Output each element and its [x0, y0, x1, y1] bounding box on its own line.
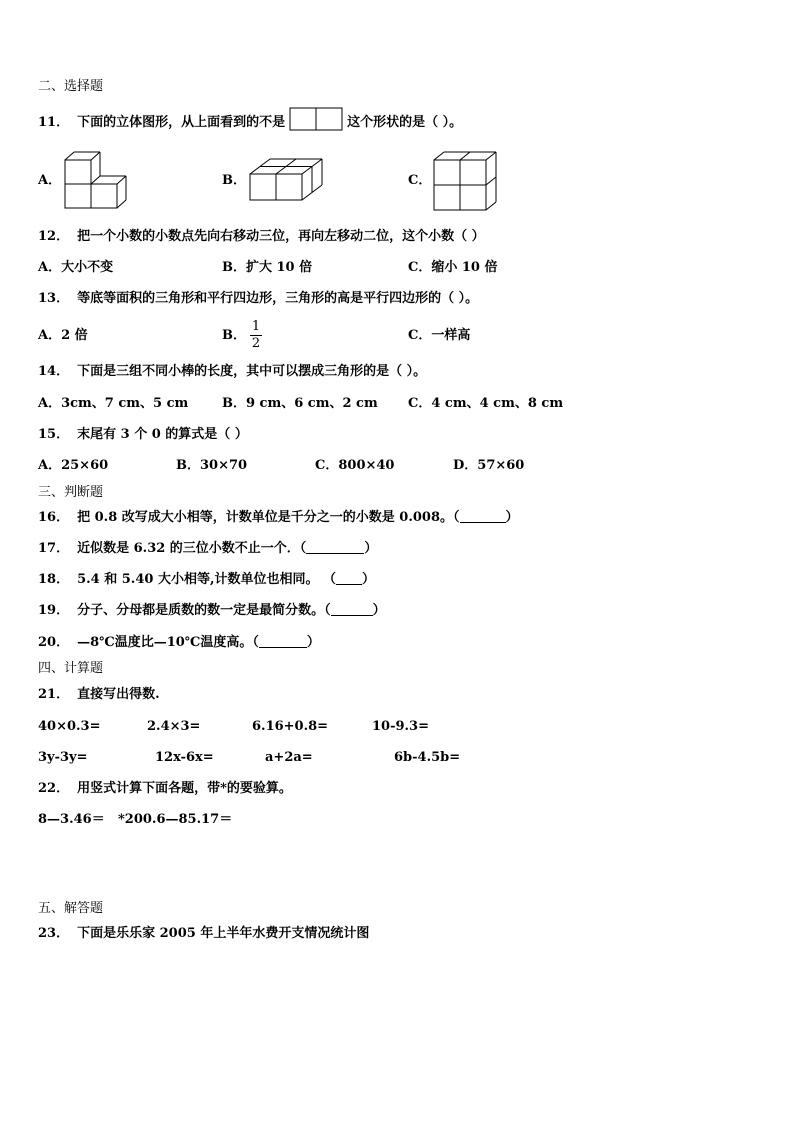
- option-b: B．: [222, 173, 246, 188]
- question-text: 把 0.8 改写成大小相等，计数单位是千分之一的小数是 0.008。（: [77, 510, 460, 525]
- option-c: C．: [408, 173, 432, 188]
- question-number: 21．: [38, 687, 70, 702]
- question-number: 19．: [38, 603, 70, 618]
- cube-figure-a-icon: [62, 150, 128, 210]
- question-text-end: ）: [306, 635, 320, 650]
- calc-item: a+2a=: [265, 750, 313, 765]
- question-number: 23．: [38, 926, 70, 941]
- question-text: 用竖式计算下面各题，带*的要验算。: [77, 781, 292, 796]
- cube-figure-c-icon: [432, 150, 498, 212]
- question-22: [38, 780, 292, 798]
- question-16: [38, 509, 519, 527]
- question-number: 13．: [38, 291, 70, 306]
- section-choice-title: 二、选择题: [38, 79, 104, 94]
- vertical-calc-item: *200.6—85.17＝: [118, 812, 233, 827]
- question-text: 下面的立体图形，从上面看到的不是: [77, 115, 286, 130]
- calc-item: 2.4×3=: [147, 719, 201, 734]
- question-number: 20．: [38, 635, 70, 650]
- answer-blank[interactable]: [259, 647, 307, 648]
- option-b: B．扩大 10 倍: [222, 260, 313, 275]
- question-number: 15．: [38, 427, 70, 442]
- question-text: 直接写出得数.: [77, 687, 160, 702]
- question-11: [38, 107, 462, 137]
- section-calc-title: 四、计算题: [38, 661, 104, 676]
- question-number: 12．: [38, 229, 70, 244]
- question-number: 17．: [38, 541, 70, 556]
- option-c: C．4 cm、4 cm、8 cm: [408, 396, 564, 411]
- question-number: 18．: [38, 572, 70, 587]
- question-text: 等底等面积的三角形和平行四边形，三角形的高是平行四边形的（ ）。: [77, 291, 479, 306]
- question-number: 11．: [38, 115, 70, 130]
- section-answer-title: 五、解答题: [38, 901, 104, 916]
- question-18: [38, 571, 375, 589]
- question-14: [38, 363, 426, 381]
- vertical-calc-item: 8—3.46＝: [38, 812, 105, 827]
- answer-blank[interactable]: [306, 553, 364, 554]
- question-text-end: ）: [372, 603, 386, 618]
- question-15: [38, 426, 248, 444]
- option-a: A．2 倍: [38, 328, 88, 343]
- question-text: 末尾有 3 个 0 的算式是（ ）: [77, 427, 248, 442]
- option-d: D．57×60: [453, 458, 525, 473]
- calc-item: 12x-6x=: [155, 750, 214, 765]
- calc-item: 40×0.3=: [38, 719, 101, 734]
- option-a: A．3cm、7 cm、5 cm: [38, 396, 189, 411]
- question-number: 22．: [38, 781, 70, 796]
- option-c: C．缩小 10 倍: [408, 260, 498, 275]
- question-text: 把一个小数的小数点先向右移动三位，再向左移动二位，这个小数（ ）: [77, 229, 485, 244]
- question-13: [38, 290, 478, 308]
- option-b: [222, 318, 262, 354]
- calc-item: 3y-3y=: [38, 750, 88, 765]
- option-c: C．一样高: [408, 328, 471, 343]
- question-text-end: ）: [362, 572, 376, 587]
- question-text-end: ）: [505, 510, 519, 525]
- calc-item: 6.16+0.8=: [252, 719, 329, 734]
- question-20: [38, 634, 320, 652]
- option-b: B．9 cm、6 cm、2 cm: [222, 396, 378, 411]
- question-number: 16．: [38, 510, 70, 525]
- question-number: 14．: [38, 364, 70, 379]
- question-text: —8℃温度比—10℃温度高。（: [77, 635, 259, 650]
- option-b-label: B．: [222, 328, 246, 343]
- two-square-top-view-icon: [289, 107, 343, 137]
- answer-blank[interactable]: [331, 615, 373, 616]
- question-text: 近似数是 6.32 的三位小数不止一个．（: [77, 541, 307, 556]
- calc-item: 10-9.3=: [372, 719, 429, 734]
- section-judge-title: 三、判断题: [38, 485, 104, 500]
- question-text: 下面是乐乐家 2005 年上半年水费开支情况统计图: [77, 926, 370, 941]
- question-23: [38, 925, 369, 943]
- question-text: 5.4 和 5.40 大小相等,计数单位也相同。 （: [77, 572, 337, 587]
- option-b: B．30×70: [176, 458, 248, 473]
- question-text-end: 这个形状的是（ ）。: [347, 115, 463, 130]
- option-a: A．25×60: [38, 458, 109, 473]
- question-text: 分子、分母都是质数的数一定是最简分数。（: [77, 603, 331, 618]
- question-text-end: ）: [364, 541, 378, 556]
- calc-item: 6b-4.5b=: [394, 750, 461, 765]
- cube-figure-b-icon: [248, 156, 330, 206]
- fraction-one-half: [250, 320, 262, 351]
- fraction-numerator: 1: [251, 319, 261, 334]
- answer-blank[interactable]: [336, 584, 362, 585]
- question-text: 下面是三组不同小棒的长度，其中可以摆成三角形的是（ ）。: [77, 364, 427, 379]
- option-c: C．800×40: [315, 458, 395, 473]
- question-21: [38, 686, 160, 704]
- question-19: [38, 602, 386, 620]
- fraction-denominator: 2: [251, 336, 261, 351]
- question-12: [38, 228, 485, 246]
- answer-blank[interactable]: [460, 522, 506, 523]
- option-a: A．大小不变: [38, 260, 114, 275]
- option-a: A．: [38, 173, 62, 188]
- question-17: [38, 540, 377, 558]
